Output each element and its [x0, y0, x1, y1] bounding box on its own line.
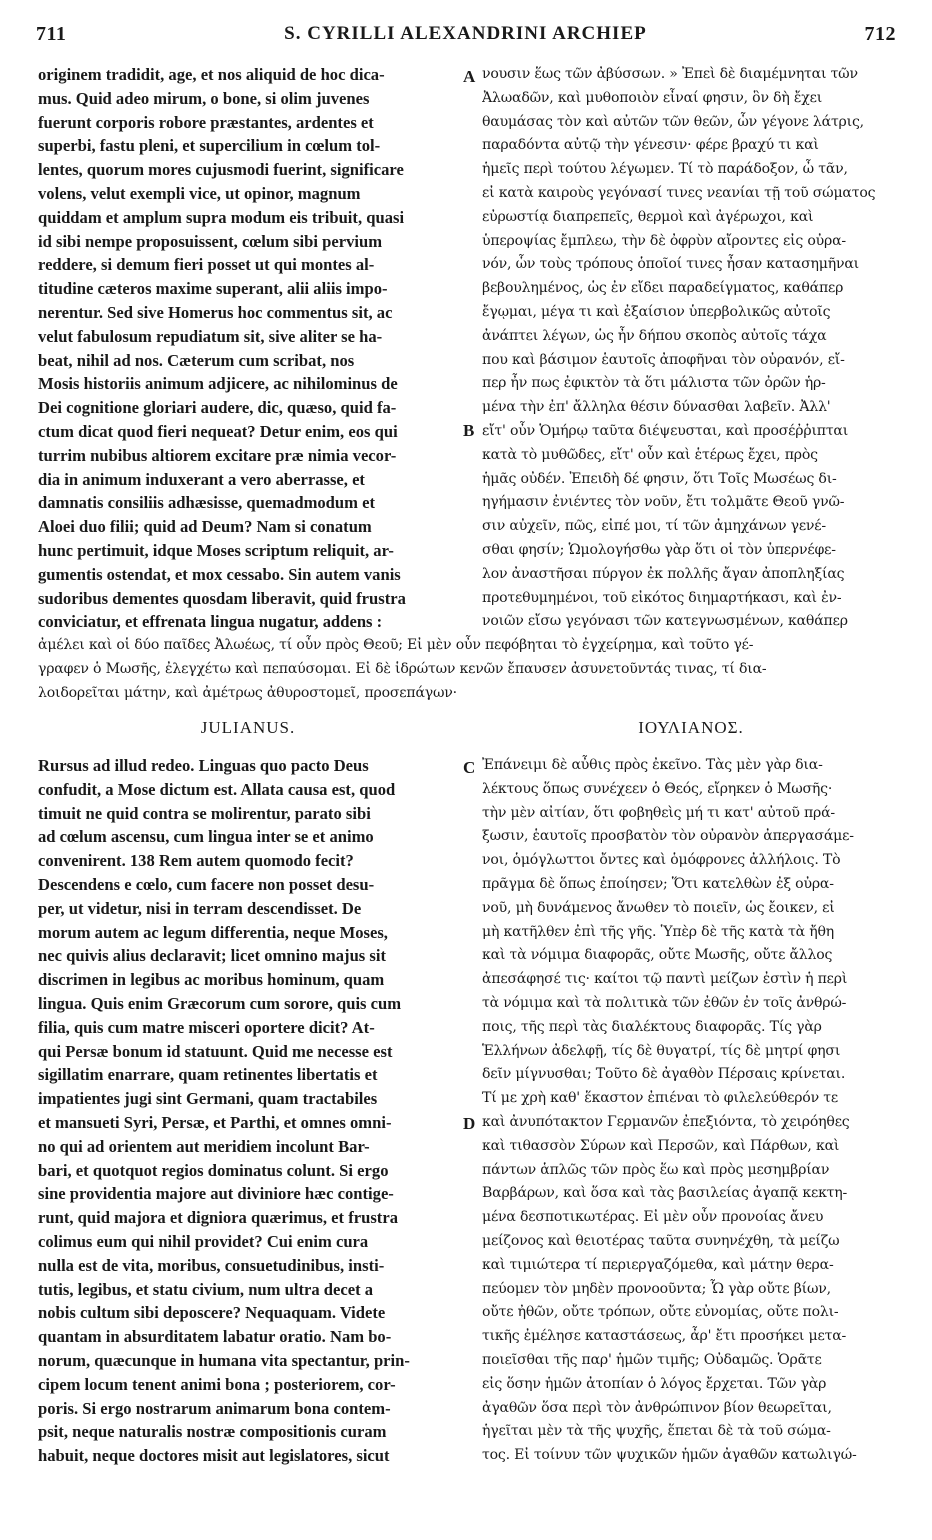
text-line: no qui ad orientem aut meridiem incolunt Bar- [38, 1136, 370, 1156]
section-heading-greek: ΙΟΥΛΙΑΝΟΣ. [638, 718, 744, 737]
text-line: Ἑλλήνων ἀδελφῇ, τίς δὲ θυγατρί, τίς δὲ μητρί φησι [482, 1042, 841, 1059]
text-line: ξωσιν, ἑαυτοῖς προσβατὸν τὸν οὐρανὸν ἀπεργασάμε- [482, 828, 854, 845]
text-line: ctum dicat quod fieri nequeat? Detur enim, eos qui [38, 421, 398, 441]
text-line: οὔτε ἠθῶν, οὔτε τρόπων, οὔτε εὐνομίας, οὔτε πολι- [482, 1304, 839, 1321]
greek-column-2 [482, 754, 900, 1468]
page-number-left: 711 [36, 22, 67, 45]
running-header [36, 18, 896, 50]
text-line: νοιῶν εἴσω γεγόνασι τῶν κατεγνωσμένων, καθάπερ [482, 613, 848, 630]
text-line: νόν, ὧν τοὺς τρόπους ὁποῖοί τινες ἦσαν κατασημῆναι [482, 256, 859, 273]
text-line: λέκτους ὅπως συνέχεεν ὁ Θεός, εἴρηκεν ὁ Μωσῆς· [482, 780, 833, 797]
text-line: dia in animum induxerant a vero aberrasse, et [38, 469, 365, 489]
running-title: S. CYRILLI ALEXANDRINI ARCHIEP [284, 23, 647, 44]
text-line: τικῆς ἐμέλησε καταστάσεως, ἆρ' ἔτι προσήκει μετα- [482, 1328, 847, 1345]
text-line: gumentis ostendat, et mox cessabo. Sin autem vanis [38, 564, 401, 584]
text-line: filia, quis cum matre misceri oportere dicit? At- [38, 1017, 375, 1037]
text-line: καὶ τιμιώτερα τί περιεργαζόμεθα, καὶ μάτην θερα- [482, 1256, 834, 1273]
text-line: ὑπεροψίας ἔμπλεω, τὴν δὲ ὀφρὺν αἴροντες εἰς οὐρα- [482, 232, 846, 249]
text-line: θαυμάσας τὸν καὶ αὐτῶν τῶν θεῶν, ὧν γέγονε λάτρις, [482, 113, 864, 130]
text-line: ἀμέλει καὶ οἱ δύο παῖδες Ἀλωέως, τί οὖν πρὸς Θεοῦ; Εἰ μὲν οὖν πεφόβηται τὸ ἐγχείρημα, καὶ τοῦτο γέ- [38, 637, 754, 653]
text-line: παραδόντα αὐτῷ τὴν γένεσιν· φέρε βραχύ τι καὶ [482, 137, 819, 154]
margin-marker-b: B [463, 421, 475, 440]
text-line: sine providentia majore aut diviniore hæc contige- [38, 1184, 394, 1204]
text-line: Aloei duo filii; quid ad Deum? Nam si conatum [38, 517, 372, 537]
latin-column-2 [38, 754, 458, 1468]
text-line: mus. Quid adeo mirum, o bone, si olim juvenes [38, 88, 370, 108]
text-line: λοιδορεῖται μάτην, καὶ ἀμέτρως ἀθυροστομεῖ, προσεπάγων· [38, 684, 457, 701]
text-line: qui Persæ bonum id statuunt. Quid me necesse est [38, 1041, 393, 1061]
text-line: Descendens e cœlo, cum facere non posset desu- [38, 874, 375, 894]
text-line: ἔγῳμαι, μέγα τι καὶ ἐξαίσιον ὑπερβολικῶς αὐτοῖς [482, 303, 831, 320]
text-line: Ἀλωαδῶν, καὶ μυθοποιὸν εἶναί φησιν, ὃν δὴ ἔχει [482, 89, 823, 106]
text-line: beat, nihil ad nos. Cæterum cum scribat, nos [38, 350, 355, 370]
text-line: reddere, si demum fieri posset ut qui montes al- [38, 255, 375, 275]
text-line: σθαι φησίν; Ὡμολογήσθω γὰρ ὅτι οἱ τὸν ὑπερνέφε- [482, 541, 836, 558]
text-line: turrim nubibus altiorem excitare præ nimia vecor- [38, 445, 397, 465]
text-line: morum autem ac legum differentia, neque Moses, [38, 922, 388, 942]
text-line: quantam in absurditatem labatur oratio. Nam bo- [38, 1327, 392, 1347]
text-line: γραφεν ὁ Μωσῆς, ἐλεγχέτω καὶ πεπαύσομαι. Εἰ δὲ ἱδρώτων κενῶν ἔπαυσεν ἀσυνετοῦντάς τινας, τί δια- [38, 660, 767, 677]
text-line: Mosis historiis animum adjicere, ac nihilominus de [38, 374, 398, 394]
text-line: νουσιν ἕως τῶν ἀβύσσων. » Ἐπεὶ δὲ διαμέμνηται τῶν [482, 66, 858, 82]
greek-fullwidth-block [38, 634, 900, 705]
latin-column-1 [38, 63, 458, 634]
text-line: norum, quæcunque in humana vita spectantur, prin- [38, 1350, 410, 1370]
text-line: Ἐπάνειμι δὲ αὖθις πρὸς ἐκεῖνο. Τὰς μὲν γὰρ δια- [482, 757, 823, 773]
text-line: titudine cæteros maxime superant, alii aliis impo- [38, 279, 388, 299]
text-line: hunc pertimuit, idque Moses scriptum reliquit, ar- [38, 540, 394, 560]
section-heading-latin: JULIANUS. [200, 718, 296, 737]
text-line: πρᾶγμα δὲ ὅπως ἐποίησεν; Ὅτι κατελθὼν ἐξ οὐρα- [482, 875, 834, 892]
text-line: εἰ κατὰ καιροὺς γεγόνασί τινες νεανίαι τῇ τοῦ σώματος [482, 184, 876, 201]
text-line: τος. Εἰ τοίνυν τῶν ψυχικῶν ἡμῶν ἀγαθῶν κατωλιγώ- [482, 1447, 857, 1464]
text-line: καὶ τὰ νόμιμα διαφορᾶς, οὔτε Μωσῆς, οὔτε ἄλλος [482, 947, 833, 964]
text-line: καὶ ἀνυπότακτον Γερμανῶν ἐπεξιόντα, τὸ χειρόηθες [482, 1113, 850, 1130]
text-line: sigillatim enarrare, quam retinentes libertatis et [38, 1065, 378, 1085]
text-line: colimus eum qui nihil providet? Cui enim cura [38, 1231, 369, 1251]
margin-marker-a: A [463, 67, 476, 86]
text-line: nec quivis alius declaravit; licet omnino majus sit [38, 946, 387, 966]
text-line: nulla est de vita, moribus, consuetudinibus, insti- [38, 1255, 385, 1275]
text-line: originem tradidit, age, et nos aliquid de hoc dica- [38, 65, 385, 84]
text-line: νοῦ, μὴ δυνάμενος ἄνωθεν τὸ ποιεῖν, ὡς ἔοικεν, εἰ [482, 899, 835, 916]
text-line: id sibi nempe proposuissent, cœlum sibi pervium [38, 231, 383, 251]
text-line: discrimen in legibus ac moribus hominum, quam [38, 970, 385, 990]
text-line: μένα δεσποτικωτέρας. Εἰ μὲν οὖν προνοίας ἄνευ [482, 1209, 824, 1226]
text-line: sudoribus dementes quosdam liberavit, quid frustra [38, 588, 406, 608]
text-line: velut fabulosum repudiatum sit, sive aliter se ha- [38, 326, 383, 346]
text-line: προτεθυμημένοι, τοῦ εἰκότος διημαρτήκασι, καὶ ἐν- [482, 589, 842, 606]
text-line: λον ἀναστῆσαι πύργον ἐκ πολλῆς ἄγαν ἀποπληξίας [482, 565, 845, 582]
text-line: convenirent. 138 Rem autem quomodo fecit? [38, 851, 354, 871]
text-line: μένα τὴν ἐπ' ἄλληλα θέσιν δύνασθαι λαβεῖν. Ἀλλ' [482, 399, 831, 416]
text-line: δεῖν μίγνυσθαι; Τοῦτο δὲ ἀγαθὸν Πέρσαις κρίνεται. [482, 1066, 846, 1083]
text-line: damnatis consiliis adhæsisse, quemadmodum et [38, 493, 376, 513]
text-line: πεύομεν τὸν μηδὲν προνοοῦντα; Ὧ γὰρ οὔτε βίων, [482, 1280, 831, 1297]
text-line: per, ut videtur, nisi in terram descendisset. De [38, 898, 362, 918]
text-line: ἀγαθῶν ὅσα περὶ τὸν ἀνθρώπινον βίον θεωρεῖται, [482, 1399, 832, 1416]
text-line: timuit ne quid contra se molirentur, parato sibi [38, 803, 371, 823]
text-line: runt, quid majora et digniora quærimus, et frustra [38, 1208, 398, 1228]
text-line: ἡγεῖται μὲν τὰ τῆς ψυχῆς, ἕπεται δὲ τὰ τοῦ σώμα- [482, 1423, 831, 1440]
text-line: ποις, τῆς περὶ τὰς διαλέκτους διαφορᾶς. Τίς γὰρ [482, 1018, 822, 1035]
text-line: νοι, ὁμόγλωττοι ὄντες καὶ ὁμόφρονες ἀλλήλοις. Τὸ [482, 852, 841, 869]
page-number-right: 712 [864, 22, 896, 45]
text-line: lentes, quorum mores cujusmodi fuerint, significare [38, 160, 404, 180]
text-line: nerentur. Sed sive Homerus hoc commentus sit, ac [38, 302, 393, 322]
text-line: ἡμᾶς οὐδέν. Ἐπειδὴ δέ φησιν, ὅτι Τοῖς Μωσέως δι- [482, 470, 837, 487]
text-line: εὐρωστίᾳ διαπρεπεῖς, θερμοὶ καὶ ἀγέρωχοι, καὶ [482, 208, 814, 225]
text-line: cipem locum tenent animi bona ; posteriorem, cor- [38, 1374, 396, 1394]
text-line: τὰ νόμιμα καὶ τὰ πολιτικὰ τῶν ἐθῶν ἐν τοῖς ἀνθρώ- [482, 994, 847, 1011]
text-line: σιν αὐχεῖν, πῶς, εἰπέ μοι, τί τῶν ἀμηχάνων γενέ- [482, 518, 826, 535]
text-line: lingua. Quis enim Græcorum cum sorore, quis cum [38, 993, 402, 1013]
text-line: τὴν μὲν αἰτίαν, ὅτι φοβηθεὶς μή τι κατ' αὐτοῦ πρά- [482, 804, 835, 821]
text-line: καὶ τιθασσὸν Σύρων καὶ Περσῶν, καὶ Πάρθων, καὶ [482, 1137, 840, 1154]
text-line: quiddam et amplum supra modum eis tribuit, quasi [38, 207, 405, 227]
text-line: impatientes jugi sint Germani, quam tractabiles [38, 1089, 378, 1109]
text-line: et mansueti Syri, Persæ, et Parthi, et omnes omni- [38, 1112, 392, 1132]
text-line: habuit, neque doctores misit aut legislatores, sicut [38, 1446, 390, 1466]
text-line: εἰς ὅσην ἡμῶν ἀτοπίαν ὁ λόγος ἔρχεται. Τῶν γὰρ [482, 1375, 827, 1392]
text-line: ποιεῖσθαι τῆς παρ' ἡμῶν τιμῆς; Οὐδαμῶς. Ὁρᾶτε [482, 1351, 822, 1368]
text-line: περ ἦν πως ἐφικτὸν τὰ ὅτι μάλιστα τῶν ὀρῶν ἡρ- [482, 375, 826, 392]
text-line: ἡμεῖς περὶ τούτου λέγωμεν. Τί τὸ παράδοξον, ὦ τᾶν, [482, 161, 848, 178]
text-line: psit, neque naturalis nostræ compositionis curam [38, 1422, 387, 1442]
greek-column-1 [482, 63, 900, 634]
text-line: εἴτ' οὖν Ὁμήρῳ ταῦτα διέψευσται, καὶ προσέῤῥιπται [482, 422, 849, 439]
text-line: μὴ κατῆλθεν ἐπὶ τῆς γῆς. Ὑπὲρ δὲ τῆς κατὰ τὰ ἤθη [482, 923, 834, 940]
margin-marker-d: D [463, 1114, 476, 1133]
text-line: ηγήμασιν ἐνιέντες τὸν νοῦν, ἔτι τολμᾶτε Θεοῦ γνῶ- [482, 494, 845, 511]
text-line: πάντων ἁπλῶς τῶν πρὸς ἕω καὶ πρὸς μεσημβρίαν [482, 1161, 830, 1178]
text-line: conviciatur, et effrenata lingua nugatur, addens : [38, 612, 383, 632]
text-line: nobis cultum sibi deposcere? Nequaquam. Videte [38, 1303, 386, 1323]
text-line: volens, velut exempli vice, ut opinor, magnum [38, 183, 361, 203]
text-line: Rursus ad illud redeo. Linguas quo pacto Deus [38, 756, 369, 775]
text-line: μείζονος καὶ θειοτέρας ταῦτα συνηνέχθη, τὰ μείζω [482, 1232, 840, 1249]
text-line: ad cœlum ascensu, cum lingua inter se et animo [38, 827, 374, 847]
text-line: fuerunt corporis robore præstantes, ardentes et [38, 112, 374, 132]
text-line: κατὰ τὸ μυθῶδες, εἴτ' οὖν καὶ ἑτέρως ἔχει, πρὸς [482, 446, 818, 463]
margin-marker-c: C [463, 758, 476, 777]
text-line: tutis, legibus, et statu civium, num ultra decet a [38, 1279, 374, 1299]
text-line: Τί με χρὴ καθ' ἕκαστον ἐπιέναι τὸ φιλελεύθερόν τε [482, 1090, 838, 1107]
text-line: ἀπεσάφησέ τις· καίτοι τῷ παντὶ μείζων ἐστὶν ἡ περὶ [482, 971, 848, 988]
text-line: Dei cognitione gloriari audere, dic, quæso, quid fa- [38, 398, 397, 418]
text-line: που καὶ βάσιμον ἑαυτοῖς ἀποφῆναι τὸν οὐρανόν, εἴ- [482, 351, 845, 368]
text-line: poris. Si ergo nostrarum animarum bona contem- [38, 1398, 391, 1418]
text-line: Βαρβάρων, καὶ ὅσα καὶ τὰς βασιλείας ἀγαπᾷ κεκτη- [482, 1185, 848, 1202]
text-line: βεβουλημένος, ὡς ἐν εἴδει παραδείγματος, καθάπερ [482, 280, 844, 297]
text-line: bari, et quotquot regios dominatus colunt. Si ergo [38, 1160, 389, 1180]
text-line: ἀνάπτει λέγων, ὡς ἦν δήπου σκοπὸς αὐτοῖς τάχα [482, 327, 827, 344]
text-line: superbi, fastu pleni, et supercilium in cœlum tol- [38, 136, 381, 156]
text-line: confudit, a Mose dictum est. Allata causa est, quod [38, 779, 396, 799]
